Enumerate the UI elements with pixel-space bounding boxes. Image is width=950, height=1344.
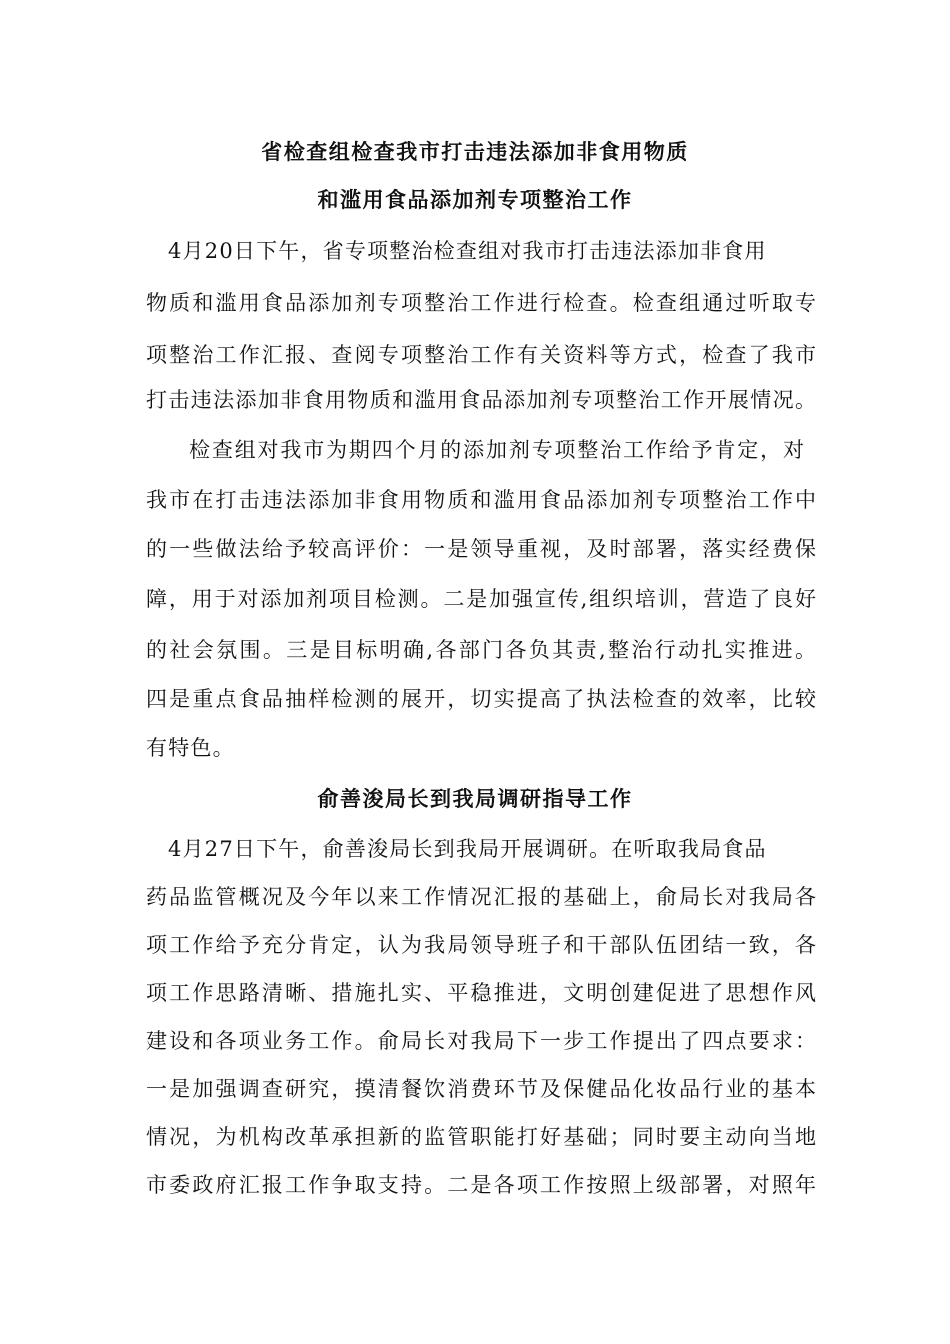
article1-para2-line: 检查组对我市为期四个月的添加剂专项整治工作给予肯定，对: [189, 438, 804, 462]
article1-title-line1: 省检查组检查我市打击违法添加非食用物质: [261, 139, 689, 164]
article2-para1-line: 市委政府汇报工作争取支持。二是各项工作按照上级部署，对照年: [146, 1173, 816, 1197]
article1-title-line2: 和滥用食品添加剂专项整治工作: [317, 187, 633, 212]
article1-para1-line: 物质和滥用食品添加剂专项整治工作进行检查。检查组通过听取专: [146, 291, 816, 315]
article2-para1-line: 项工作给予充分肯定，认为我局领导班子和干部队伍团结一致，各: [146, 933, 816, 957]
article2-para1-line: 一是加强调查研究，摸清餐饮消费环节及保健品化妆品行业的基本: [146, 1077, 816, 1101]
article1-para2-line: 的一些做法给予较高评价：一是领导重视，及时部署，落实经费保: [146, 537, 816, 561]
article1-para2-line: 障，用于对添加剂项目检测。二是加强宣传,组织培训，营造了良好: [146, 587, 816, 611]
article2-para1-line: 情况，为机构改革承担新的监管职能打好基础；同时要主动向当地: [146, 1125, 816, 1149]
article2-para1-line: 药品监管概况及今年以来工作情况汇报的基础上，俞局长对我局各: [146, 885, 816, 909]
article1-para2-line: 我市在打击违法添加非食用物质和滥用食品添加剂专项整治工作中: [146, 488, 816, 512]
article2-para1-line: 项工作思路清晰、措施扎实、平稳推进，文明创建促进了思想作风: [146, 981, 816, 1005]
article1-para2-line: 四是重点食品抽样检测的展开，切实提高了执法检查的效率，比较: [146, 687, 816, 711]
article2-para1-line: 4月27日下午，俞善浚局长到我局开展调研。在听取我局食品: [168, 837, 767, 861]
article1-para2-line: 有特色。: [146, 736, 235, 760]
article1-para1-line: 打击违法添加非食用物质和滥用食品添加剂专项整治工作开展情况。: [146, 388, 816, 412]
article1-para1-line: 4月20日下午，省专项整治检查组对我市打击违法添加非食用: [168, 239, 767, 263]
article1-para2-line: 的社会氛围。三是目标明确,各部门各负其责,整治行动扎实推进。: [146, 638, 816, 662]
article2-title: 俞善浚局长到我局调研指导工作: [317, 786, 633, 811]
article2-para1-line: 建设和各项业务工作。俞局长对我局下一步工作提出了四点要求：: [146, 1029, 816, 1053]
article1-para1-line: 项整治工作汇报、查阅专项整治工作有关资料等方式，检查了我市: [146, 343, 816, 367]
